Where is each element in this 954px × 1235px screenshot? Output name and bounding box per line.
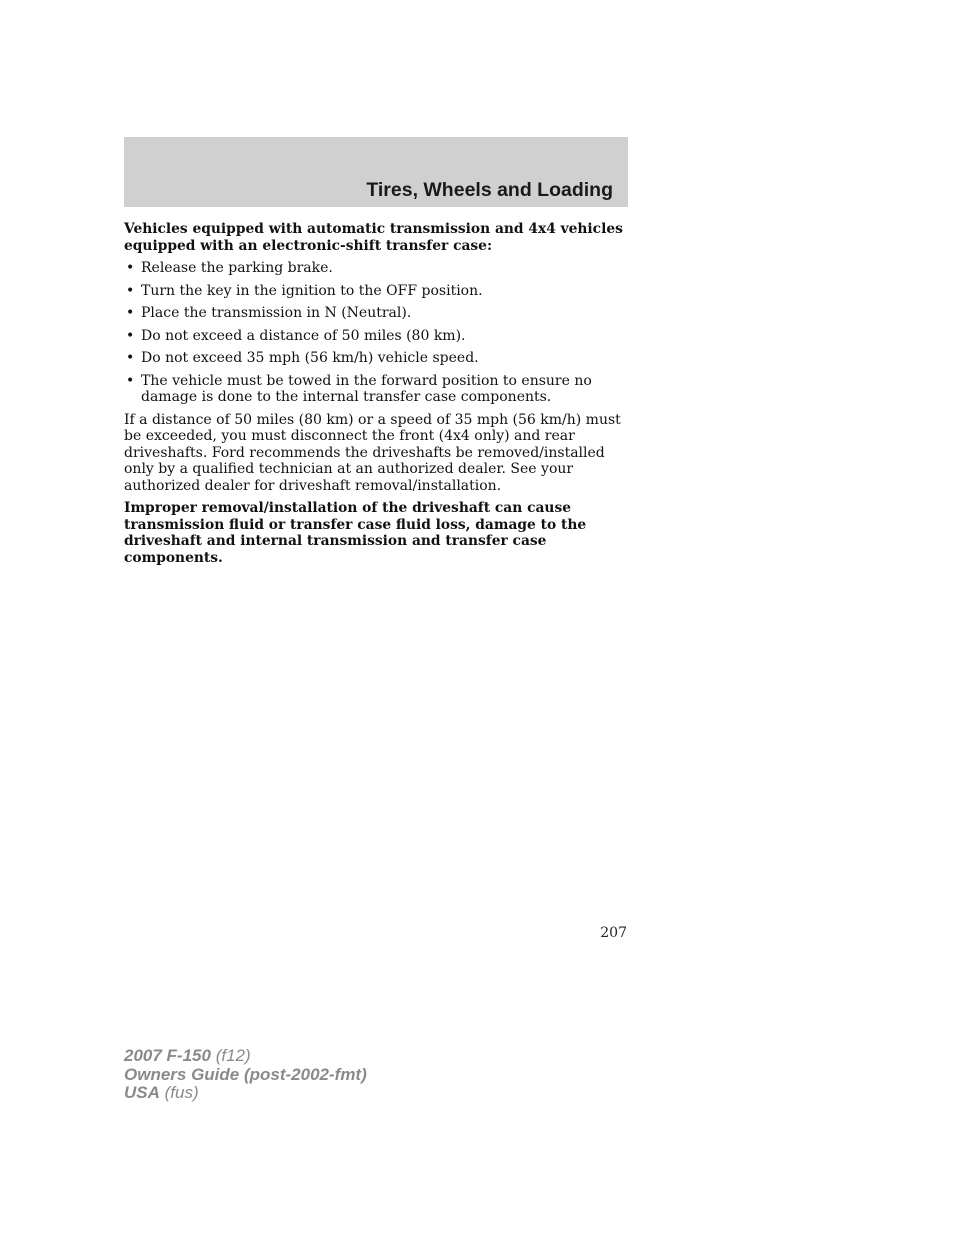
bullet-icon: • <box>126 305 135 321</box>
list-item <box>124 260 624 277</box>
footer-line-model <box>124 1047 367 1066</box>
footer-guide-title: Owners Guide (post-2002-fmt) <box>124 1064 367 1084</box>
bullet-icon: • <box>126 350 135 366</box>
footer-model-code: (f12) <box>215 1046 251 1065</box>
list-item <box>124 373 624 406</box>
footer-line-market <box>124 1084 367 1103</box>
warning-paragraph: Improper removal/installation of the driveshaft can cause transmission fluid or transfer case fluid loss, damage to the driveshaft and internal transmission and transfer case components. <box>124 500 587 566</box>
intro-heading: Vehicles equipped with automatic transmission and 4x4 vehicles equipped with an electronic-shift transfer case: <box>124 221 623 254</box>
footer-model: 2007 F-150 <box>124 1046 211 1065</box>
footer-market-code: (fus) <box>164 1083 199 1102</box>
bullet-icon: • <box>126 327 135 344</box>
body-paragraph: If a distance of 50 miles (80 km) or a speed of 35 mph (56 km/h) must be exceeded, you must disconnect the front (4x4 only) and rear driveshafts. Ford recommends the driveshafts be removed/installed only by a qualified technician at an authorized dealer. See your authorized dealer for driveshaft removal/installation. <box>124 411 621 494</box>
list-item-text: Turn the key in the ignition to the OFF position. <box>141 282 483 299</box>
list-item-text: Place the transmission in N (Neutral). <box>141 305 412 321</box>
footer-market: USA <box>124 1083 160 1102</box>
list-item-text: Release the parking brake. <box>141 260 333 276</box>
page-number: 207 <box>600 925 627 941</box>
list-item <box>124 283 624 300</box>
bullet-icon: • <box>126 372 135 389</box>
page-content <box>124 221 624 566</box>
list-item <box>124 350 624 367</box>
section-title: Tires, Wheels and Loading <box>366 179 613 201</box>
list-item <box>124 328 624 345</box>
list-item-text: The vehicle must be towed in the forward position to ensure no damage is done to the internal transfer case components. <box>141 372 592 405</box>
towing-steps-list <box>124 260 624 406</box>
list-item <box>124 305 624 322</box>
document-footer <box>124 1047 367 1103</box>
bullet-icon: • <box>126 282 135 299</box>
bullet-icon: • <box>126 260 135 276</box>
list-item-text: Do not exceed 35 mph (56 km/h) vehicle speed. <box>141 350 479 366</box>
section-header-band <box>124 137 628 207</box>
list-item-text: Do not exceed a distance of 50 miles (80 km). <box>141 327 466 344</box>
